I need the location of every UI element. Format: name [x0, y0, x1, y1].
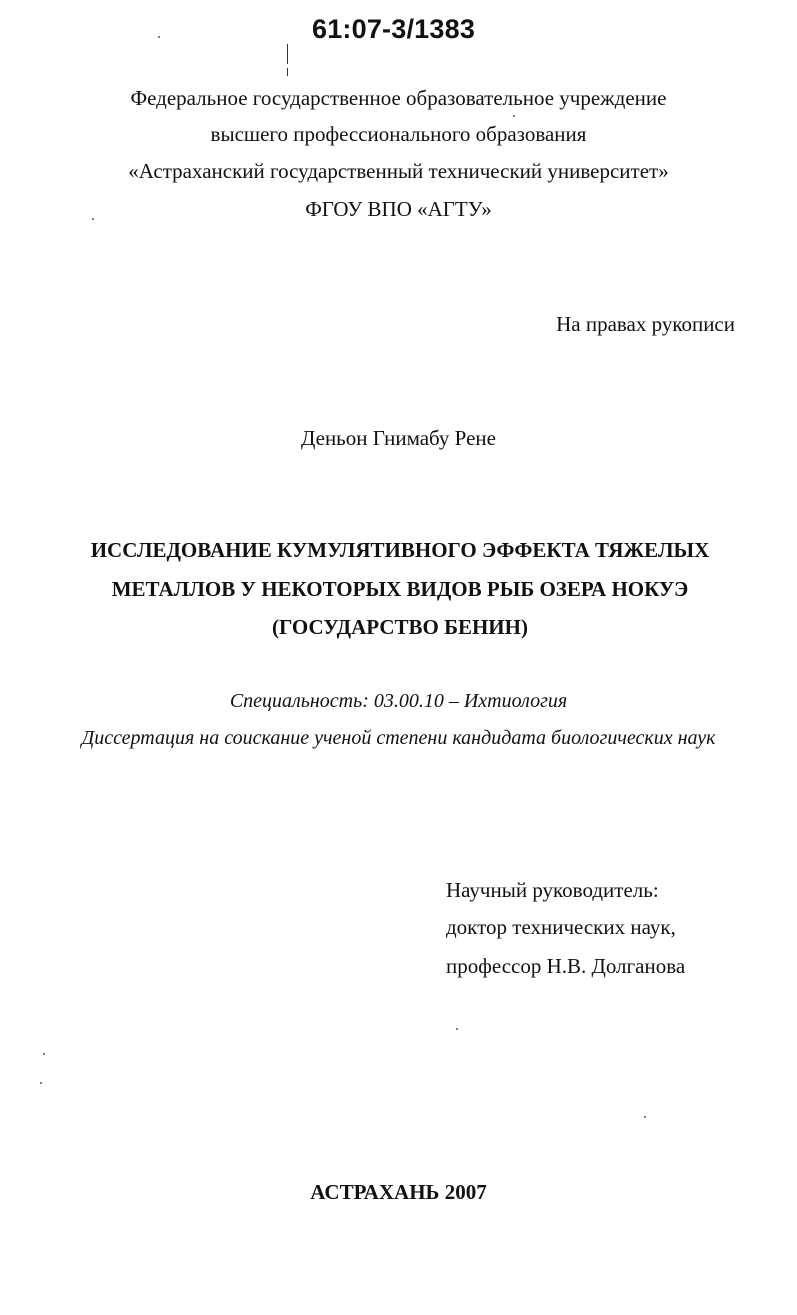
dissertation-degree-line: Диссертация на соискание ученой степени кандидата биологических наук: [81, 727, 716, 749]
dissertation-title-line-3: (ГОСУДАРСТВО БЕНИН): [272, 615, 528, 639]
scan-speck: [644, 1116, 646, 1118]
institution-abbreviation: ФГОУ ВПО «АГТУ»: [305, 197, 492, 221]
scan-speck: [43, 1053, 45, 1055]
scan-speck: [513, 115, 515, 117]
scan-speck: [158, 36, 160, 38]
institution-line-2: высшего профессионального образования: [210, 122, 587, 146]
dissertation-title-line-2: МЕТАЛЛОВ У НЕКОТОРЫХ ВИДОВ РЫБ ОЗЕРА НОКУЭ: [111, 577, 689, 601]
stamp-mark-line: [287, 44, 288, 64]
scan-speck: [456, 1028, 458, 1030]
scan-speck: [40, 1082, 42, 1084]
author-name: Деньон Гнимабу Рене: [301, 426, 496, 450]
stamp-mark-tick: [287, 68, 288, 76]
scan-speck: [92, 218, 94, 220]
institution-line-3: «Астраханский государственный технический университет»: [128, 159, 669, 183]
supervisor-degree: доктор технических наук,: [446, 915, 676, 939]
archive-stamp-number: 61:07-3/1383: [312, 14, 476, 44]
specialty-line: Специальность: 03.00.10 – Ихтиология: [229, 690, 568, 712]
city-year: АСТРАХАНЬ 2007: [310, 1180, 487, 1204]
dissertation-title-line-1: ИССЛЕДОВАНИЕ КУМУЛЯТИВНОГО ЭФФЕКТА ТЯЖЕЛЫХ: [90, 538, 710, 562]
supervisor-label: Научный руководитель:: [446, 878, 659, 902]
manuscript-rights-note: На правах рукописи: [556, 312, 735, 336]
supervisor-name: профессор Н.В. Долганова: [446, 954, 686, 978]
institution-line-1: Федеральное государственное образовательное учреждение: [130, 86, 667, 110]
